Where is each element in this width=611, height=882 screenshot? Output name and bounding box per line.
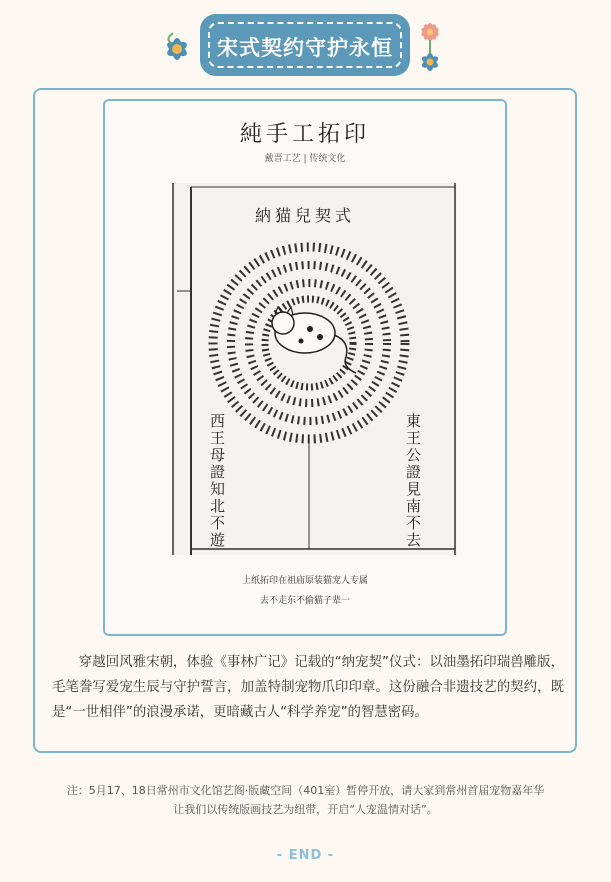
contract-title: 納猫兒契式: [254, 206, 356, 225]
contract-print-image: [103, 99, 507, 636]
page-title: 宋式契约守护永恒: [217, 36, 393, 60]
flower-left-icon: [160, 32, 194, 66]
left-column-text: 西王母證知北不遊: [208, 413, 226, 549]
intro-paragraph: 穿越回风雅宋朝，体验《事林广记》记载的“纳宠契”仪式：以油墨拓印瑞兽雕版，毛笔誊写爱宠生辰与守护誓言，加盖特制宠物爪印印章。这份融合非遗技艺的契约，既是“一世相伴”的浪漫承诺，更暗藏古人“科学养宠”的智慧密码。: [52, 655, 564, 720]
poster-subheading: 戴晋工艺 | 传统文化: [264, 154, 346, 164]
flower-right-icon: [412, 18, 448, 76]
end-label: - END -: [276, 848, 335, 863]
notice-line-2: 让我们以传统版画技艺为纽带，开启“人宠温情对话”。: [173, 803, 438, 816]
right-column-text: 東王公證見南不去: [404, 413, 422, 549]
poster-heading: 純手工拓印: [239, 122, 371, 147]
poster-footer-line1: 上纸拓印在祖庙原装猫宠人专属: [241, 576, 369, 586]
title-badge: [200, 14, 410, 76]
title-banner: [0, 10, 611, 80]
notice-line-1: 注：5月17、18日常州市文化馆艺阁·版藏空间（401室）暂停开放，请大家到常州首届宠物嘉年华: [66, 784, 545, 797]
notice: [30, 781, 581, 819]
poster-footer-line2: 去不走东不偷猫子辈一: [259, 596, 351, 606]
